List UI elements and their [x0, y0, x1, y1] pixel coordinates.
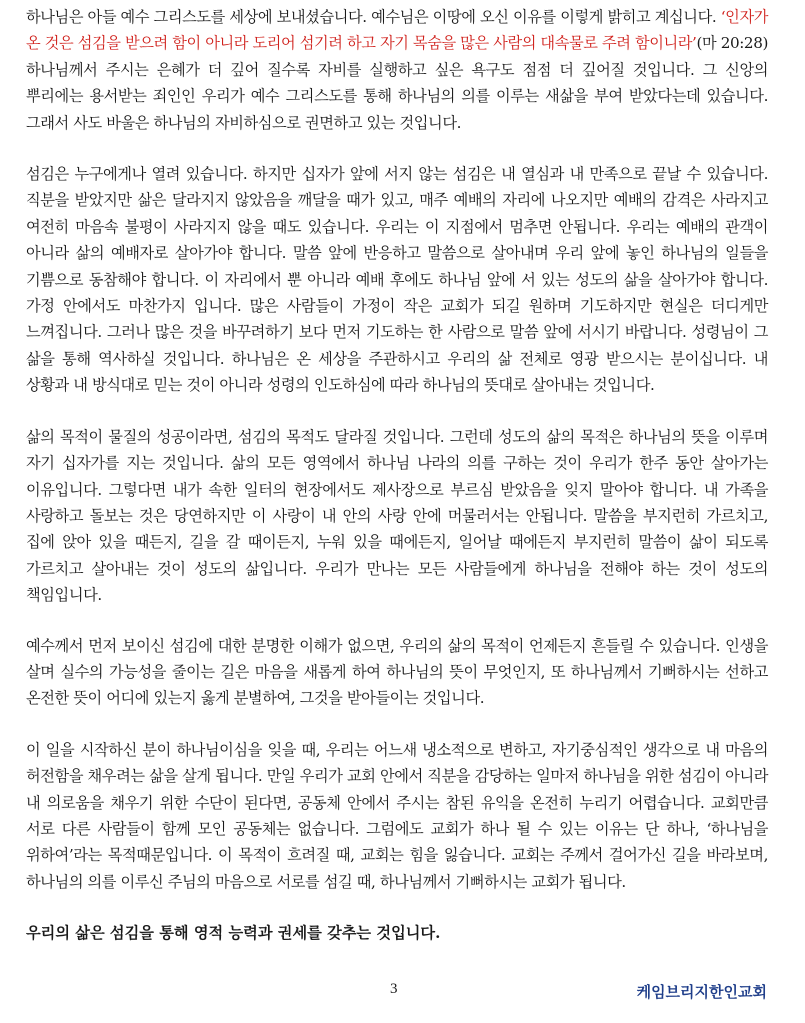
paragraph-3: 삶의 목적이 물질의 성공이라면, 섬김의 목적도 달라질 것입니다. 그런데 성도의 삶의 목적은 하나님의 뜻을 이루며 자기 십자가를 지는 것입니다. 삶의 모든 영역에서 하나님 나라의 의를 구하는 것이 우리가 한주 동안 살아가는 이유입니다. 그렇다면 내가 속한 일터의 현장에서도 제사장으로 부르심 받았음을 잊지 말아야 합니다. 내 가족을 사랑하고 돌보는 것은 당연하지만 이 사랑이 내 안의 사랑 안에 머물러서는 안됩니다. 말씀을 부지런히 가르치고, 집에 앉아 있을 때든지, 길을 갈 때이든지, 누워 있을 때에든지, 일어날 때에든지 부지런히 말씀이 삶이 되도록 가르치고 살아내는 것이 성도의 삶입니다. 우리가 만나는 모든 사람들에게 하나님을 전해야 하는 것이 성도의 책임입니다. [26, 427, 768, 605]
paragraph-1-intro: 하나님은 아들 예수 그리스도를 세상에 보내셨습니다. 예수님은 이땅에 오신 이유를 이렇게 밝히고 계십니다. [26, 8, 721, 26]
church-name: 케임브리지한인교회 [636, 983, 767, 1001]
paragraph-1-body: (마 20:28) 하나님께서 주시는 은혜가 더 깊어 질수록 자비를 실행하고 싶은 욕구도 점점 더 깊어질 것입니다. 그 신앙의 뿌리에는 용서받는 죄인인 우리가 예수 그리스도를 통해 하나님의 의를 이루는 새삶을 부여 받았다는데 있습니다. 그래서 사도 바울은 하나님의 자비하심으로 권면하고 있는 것입니다. [26, 34, 768, 132]
paragraph-5: 이 일을 시작하신 분이 하나님이심을 잊을 때, 우리는 어느새 냉소적으로 변하고, 자기중심적인 생각으로 내 마음의 허전함을 채우려는 삶을 살게 됩니다. 만일 우리가 교회 안에서 직분을 감당하는 일마저 하나님을 위한 섬김이 아니라 내 의로움을 채우기 위한 수단이 된다면, 공동체 안에서 주시는 참된 유익을 온전히 누리기 어렵습니다. 교회만큼 서로 다른 사람들이 함께 모인 공동체는 없습니다. 그럼에도 교회가 하나 될 수 있는 이유는 단 하나, ‘하나님을 위하여’라는 목적때문입니다. 이 목적이 흐려질 때, 교회는 힘을 잃습니다. 교회는 주께서 걸어가신 길을 바라보며, 하나님의 의를 이루신 주님의 마음으로 서로를 섬길 때, 하나님께서 기뻐하시는 교회가 됩니다. [26, 740, 768, 891]
paragraph-1 [26, 4, 768, 136]
paragraph-4: 예수께서 먼저 보이신 섬김에 대한 분명한 이해가 없으면, 우리의 삶의 목적이 언제든지 흔들릴 수 있습니다. 인생을 살며 실수의 가능성을 줄이는 길은 마음을 새롭게 하여 하나님의 뜻이 무엇인지, 또 하나님께서 기뻐하시는 선하고 온전한 뜻이 어디에 있는지 옳게 분별하여, 그것을 받아들이는 것입니다. [26, 636, 768, 708]
paragraph-2: 섬김은 누구에게나 열려 있습니다. 하지만 십자가 앞에 서지 않는 섬김은 내 열심과 내 만족으로 끝날 수 있습니다. 직분을 받았지만 삶은 달라지지 않았음을 깨달을 때가 있고, 매주 예배의 자리에 나오지만 예배의 감격은 사라지고 여전히 마음속 불평이 사라지지 않을 때도 있습니다. 우리는 이 지점에서 멈추면 안됩니다. 우리는 예배의 관객이 아니라 삶의 예배자로 살아가야 합니다. 말씀 앞에 반응하고 말씀으로 살아내며 우리 앞에 놓인 하나님의 일들을 기쁨으로 동참해야 합니다. 이 자리에서 뿐 아니라 예배 후에도 하나님 앞에 서 있는 성도의 삶을 살아가야 합니다. 가정 안에서도 마찬가지 입니다. 많은 사람들이 가정이 작은 교회가 되길 원하며 기도하지만 현실은 더디게만 느껴집니다. 그러나 많은 것을 바꾸려하기 보다 먼저 기도하는 한 사람으로 말씀 앞에 서시기 바랍니다. 성령님이 그 삶을 통해 역사하실 것입니다. 하나님은 온 세상을 주관하시고 우리의 삶 전체로 영광 받으시는 분이십니다. 내 상황과 내 방식대로 믿는 것이 아니라 성령의 인도하심에 따라 하나님의 뜻대로 살아내는 것입니다. [26, 165, 768, 395]
document-body [26, 4, 768, 946]
closing-statement: 우리의 삶은 섬김을 통해 영적 능력과 권세를 갖추는 것입니다. [26, 924, 441, 943]
page-number: 3 [390, 981, 398, 997]
scripture-quote: ‘인자가 온 것은 섬김을 받으려 함이 아니라 도리어 섬기려 하고 자기 목숨을 많은 사람의 대속물로 주려 함이니라’ [26, 8, 768, 53]
